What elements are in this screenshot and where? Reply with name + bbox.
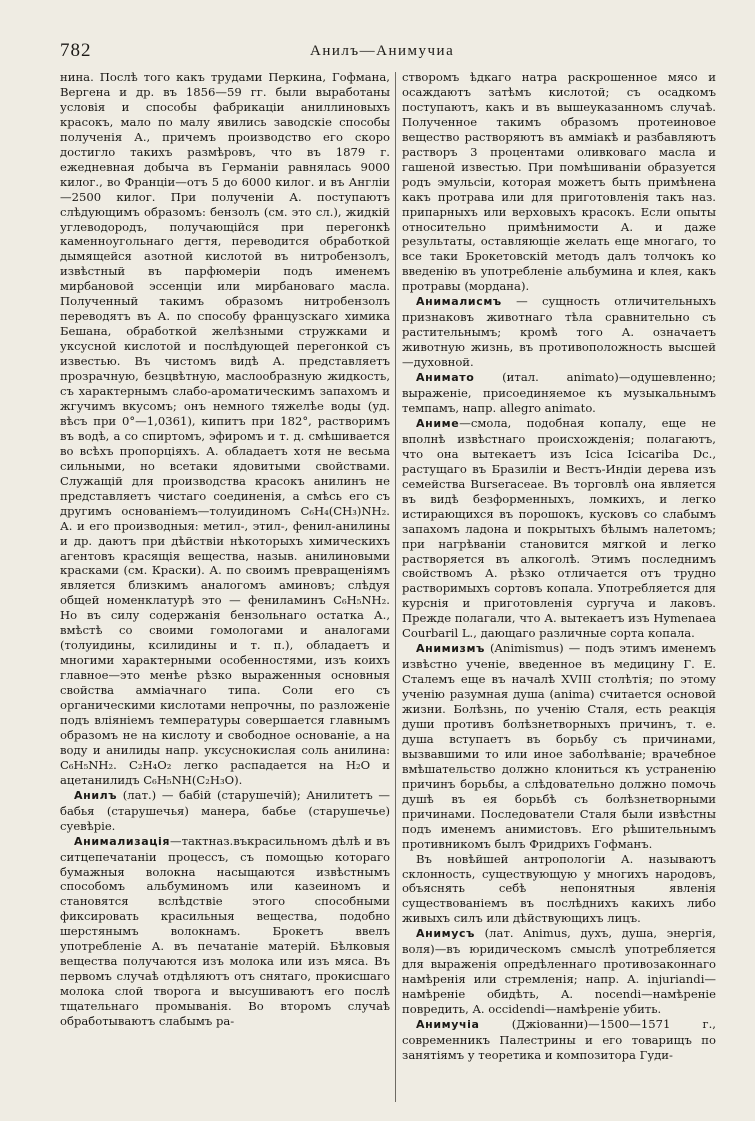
article-animalization-continued: створомъ ѣдкаго натра раскрошенное мясо и осаждаютъ затѣмъ кислотой; съ осадкомъ поступаютъ, какъ и въ вышеуказанномъ случаѣ. Полученное такимъ образомъ протеиновое вещество растворяютъ въ аммiакѣ и разбавляютъ растворъ 3 процентами оливковаго масла и гашеной известью. При помѣшиваніи образуется родъ эмульсіи, которая можетъ быть примѣнена какъ протрава или для приготовленія такъ наз. припарныхъ или верховыхъ красокъ. Если опыты относительно примѣнимости А. и даже результаты, оставляющіе желать еще многаго, то все таки Брокетовскій методъ далъ толчокъ ко введенію въ употребленіе альбумина и клея, какъ протравы (мордана). <box>402 70 716 294</box>
headword-anil: Анилъ <box>74 788 118 802</box>
article-animuccia <box>402 1017 716 1063</box>
article-animus <box>402 926 716 1017</box>
headword-animism: Анимизмъ <box>416 642 485 656</box>
page-header <box>60 40 725 68</box>
headword-animalization: Анимализація <box>74 834 171 848</box>
headword-animato: Анимато <box>416 371 475 385</box>
article-aniline-continued: нина. Послѣ того какъ трудами Перкина, Гофмана, Вергена и др. въ 1856—59 гг. были выработаны условія и способы фабрикаціи аниллиновыхъ красокъ, мало по малу явились заводскіе способы полученія А., причемъ производство его скоро достигло такихъ размѣровъ, что въ 1879 г. ежедневная добыча въ Германіи равнялась 9000 килог., во Франціи—отъ 5 до 6000 килог. и въ Англіи—2500 килог. При полученіи А. поступаютъ слѣдующимъ образомъ: бензолъ (см. это сл.), жидкій углеводородъ, получающійся при перегонкѣ каменноугольнаго дегтя, переводится обработкой дымящейся азотной кислотой въ нитробензолъ, извѣстный въ парфюмеріи подъ именемъ мирбановой эссенціи или мирбановаго масла. Полученный такимъ образомъ нитробензолъ переводятъ въ А. по способу французскаго химика Бешана, обработкой желѣзными стружками и уксусной кислотой и послѣдующей перегонкой съ известью. Въ чистомъ видѣ А. представляетъ прозрачную, безцвѣтную, маслообразную жидкость, съ характернымъ слабо-ароматическимъ запахомъ и жгучимъ вкусомъ; онъ немного тяжелѣе воды (уд. вѣсъ при 0°—1,0361), кипитъ при 182°, растворимъ въ водѣ, а со спиртомъ, эфиромъ и т. д. смѣшивается во всѣхъ пропорціяхъ. А. обладаетъ хотя не весьма сильными, но всетаки ядовитыми свойствами. Служащій для производства красокъ анилинъ не представляетъ чистаго соединенія, а смѣсь его съ другимъ основаніемъ—толуидиномъ C₆H₄(CH₃)NH₂. А. и его производныя: метил-, этил-, фенил-анилины и др. даютъ при дѣйствіи нѣкоторыхъ химическихъ агентовъ красящія вещества, назыв. анилиновыми красками (см. Краски). А. по своимъ превращеніямъ является близкимъ аналогомъ аминовъ; слѣдуя общей номенклатурѣ это — фениламинъ C₆H₅NH₂. Но въ силу содержанія бензольнаго остатка А., вмѣстѣ со своими гомологами и аналогами (толуидины, ксилидины и т. п.), обладаетъ и многими характерными особенностями, изъ коихъ главное—это менѣе рѣзко выраженныя основныя свойства аммiачнаго типа. Соли его съ органическими кислотами непрочны, по разложеніе подъ вліяніемъ температуры совершается главнымъ образомъ не на кислоту и свободное основаніе, а на воду и анилиды напр. уксуснокислая соль анилина: C₆H₅NH₂. C₂H₄O₂ легко распадается на H₂O и ацетанилидъ C₆H₅NH(C₂H₃O). <box>60 70 390 787</box>
running-title: Анилъ—Анимучиа <box>310 43 455 59</box>
article-animuccia-text: (Джіованни)—1500—1571 г., современникъ Палестрины и его товарищъ по занятіямъ у теоретика и композитора Гуди- <box>402 1017 716 1062</box>
article-animalization <box>60 834 390 1029</box>
headword-animus: Анимусъ <box>416 927 475 941</box>
article-animism <box>402 641 716 851</box>
headword-anime: Анимe <box>416 416 460 430</box>
article-animato <box>402 370 716 416</box>
column-divider <box>395 72 396 1102</box>
article-animalization-text: —тактназ.въкрасильномъ дѣлѣ и въ ситцепечатаніи процессъ, съ помощью котораго бумажныя волокна насыщаются извѣстнымъ способомъ альбуминомъ или казеиномъ и становятся вслѣдствіе этого способными фиксировать красильныя вещества, подобно шерстянымъ волокнамъ. Брокетъ ввелъ употребленіе А. въ печатаніе матерій. Бѣлковыя вещества получаются изъ молока или изъ мяса. Въ первомъ случаѣ отдѣляютъ отъ снятаго, прокисшаго молока слой творога и высушиваютъ его послѣ тщательнаго промыванія. Во второмъ случаѣ обработываютъ слабымъ ра- <box>60 833 390 1029</box>
headword-animalism: Анималисмъ <box>416 295 502 309</box>
article-anil-text: (лат.) — бабій (старушечій); Анилитетъ — бабья (старушечья) манера, бабье (старушечье) суевѣріе. <box>60 787 390 833</box>
article-animus-text: (лат. Animus, духъ, душа, энергія, воля)—въ юридическомъ смыслѣ употребляется для выраженія опредѣленнаго противозаконнаго намѣренія или стремленія; напр. A. injuriandi—намѣреніе обидѣть, A. nocendi—намѣреніе повредить, A. occidendi—намѣреніе убить. <box>402 926 716 1017</box>
article-anil <box>60 788 390 834</box>
article-animalism-text: — сущность отличительныхъ признаковъ животнаго тѣла сравнительно съ растительнымъ; кромѣ того А. означаетъ животную жизнь, въ противоположность высшей—духовной. <box>402 294 716 370</box>
page-number: 782 <box>60 40 92 61</box>
article-anime-text: —смола, подобная копалу, еще не вполнѣ извѣстнаго происхожденія; полагаютъ, что она вытекаетъ изъ Icica Icicariba Dc., растущаго въ Бразиліи и Вестъ-Индіи дерева изъ семейства Burseraceae. Въ торговлѣ она является въ видѣ безформенныхъ, ломкихъ, и легко истирающихся въ порошокъ, кусковъ со слабымъ запахомъ ладона и покрытыхъ бѣлымъ налетомъ; при нагрѣваніи становится мягкой и легко растворяется въ алкоголѣ. Этимъ последнимъ свойствомъ А. рѣзко отличается отъ трудно растворимыхъ сортовъ копала. Употребляется для курснія и приготовленія сургуча и лаковъ. Прежде полагали, что А. вытекаетъ изъ Hymenaea Courbaril L., дающаго различные сорта копала. <box>402 415 716 641</box>
left-column <box>60 70 390 1110</box>
article-anime <box>402 416 716 641</box>
article-animism-text: (Animismus) — подъ этимъ именемъ извѣстно ученіе, введенное въ медицину Г. Е. Сталемъ еще въ началѣ XVIII столѣтія; по этому ученію разумная душа (anima) считается основой жизни. Болѣзнь, по ученію Сталя, есть реакція души противъ болѣзнетворныхъ причинъ, т. е. душа вступаетъ въ борьбу съ причинами, вызвавшими то или иное заболѣваніе; врачебное вмѣшательство должно клониться къ устраненію причинъ борьбы, а слѣдовательно должно помочь душѣ въ ея борьбѣ съ болѣзнетворными причинами. Последователи Сталя были извѣстны подъ именемъ анимистовъ. Его рѣшительнымъ противникомъ былъ Фридрихъ Гофманъ. <box>402 641 716 851</box>
article-animism-anthropology: Въ новѣйшей антропологіи А. называютъ склонность, существующую у многихъ народовъ, объяснять себѣ непонятныя явленія существованіемъ въ послѣднихъ какихъ либо живыхъ силъ или дѣйствующихъ лицъ. <box>402 851 716 926</box>
right-column <box>402 70 716 1110</box>
article-animato-text: (итал. animato)—одушевленно; выраженіе, присоединяемое къ музыкальнымъ темпамъ, напр. allegro animato. <box>402 370 716 415</box>
headword-animuccia: Анимучіа <box>416 1018 480 1032</box>
article-animalism <box>402 294 716 370</box>
